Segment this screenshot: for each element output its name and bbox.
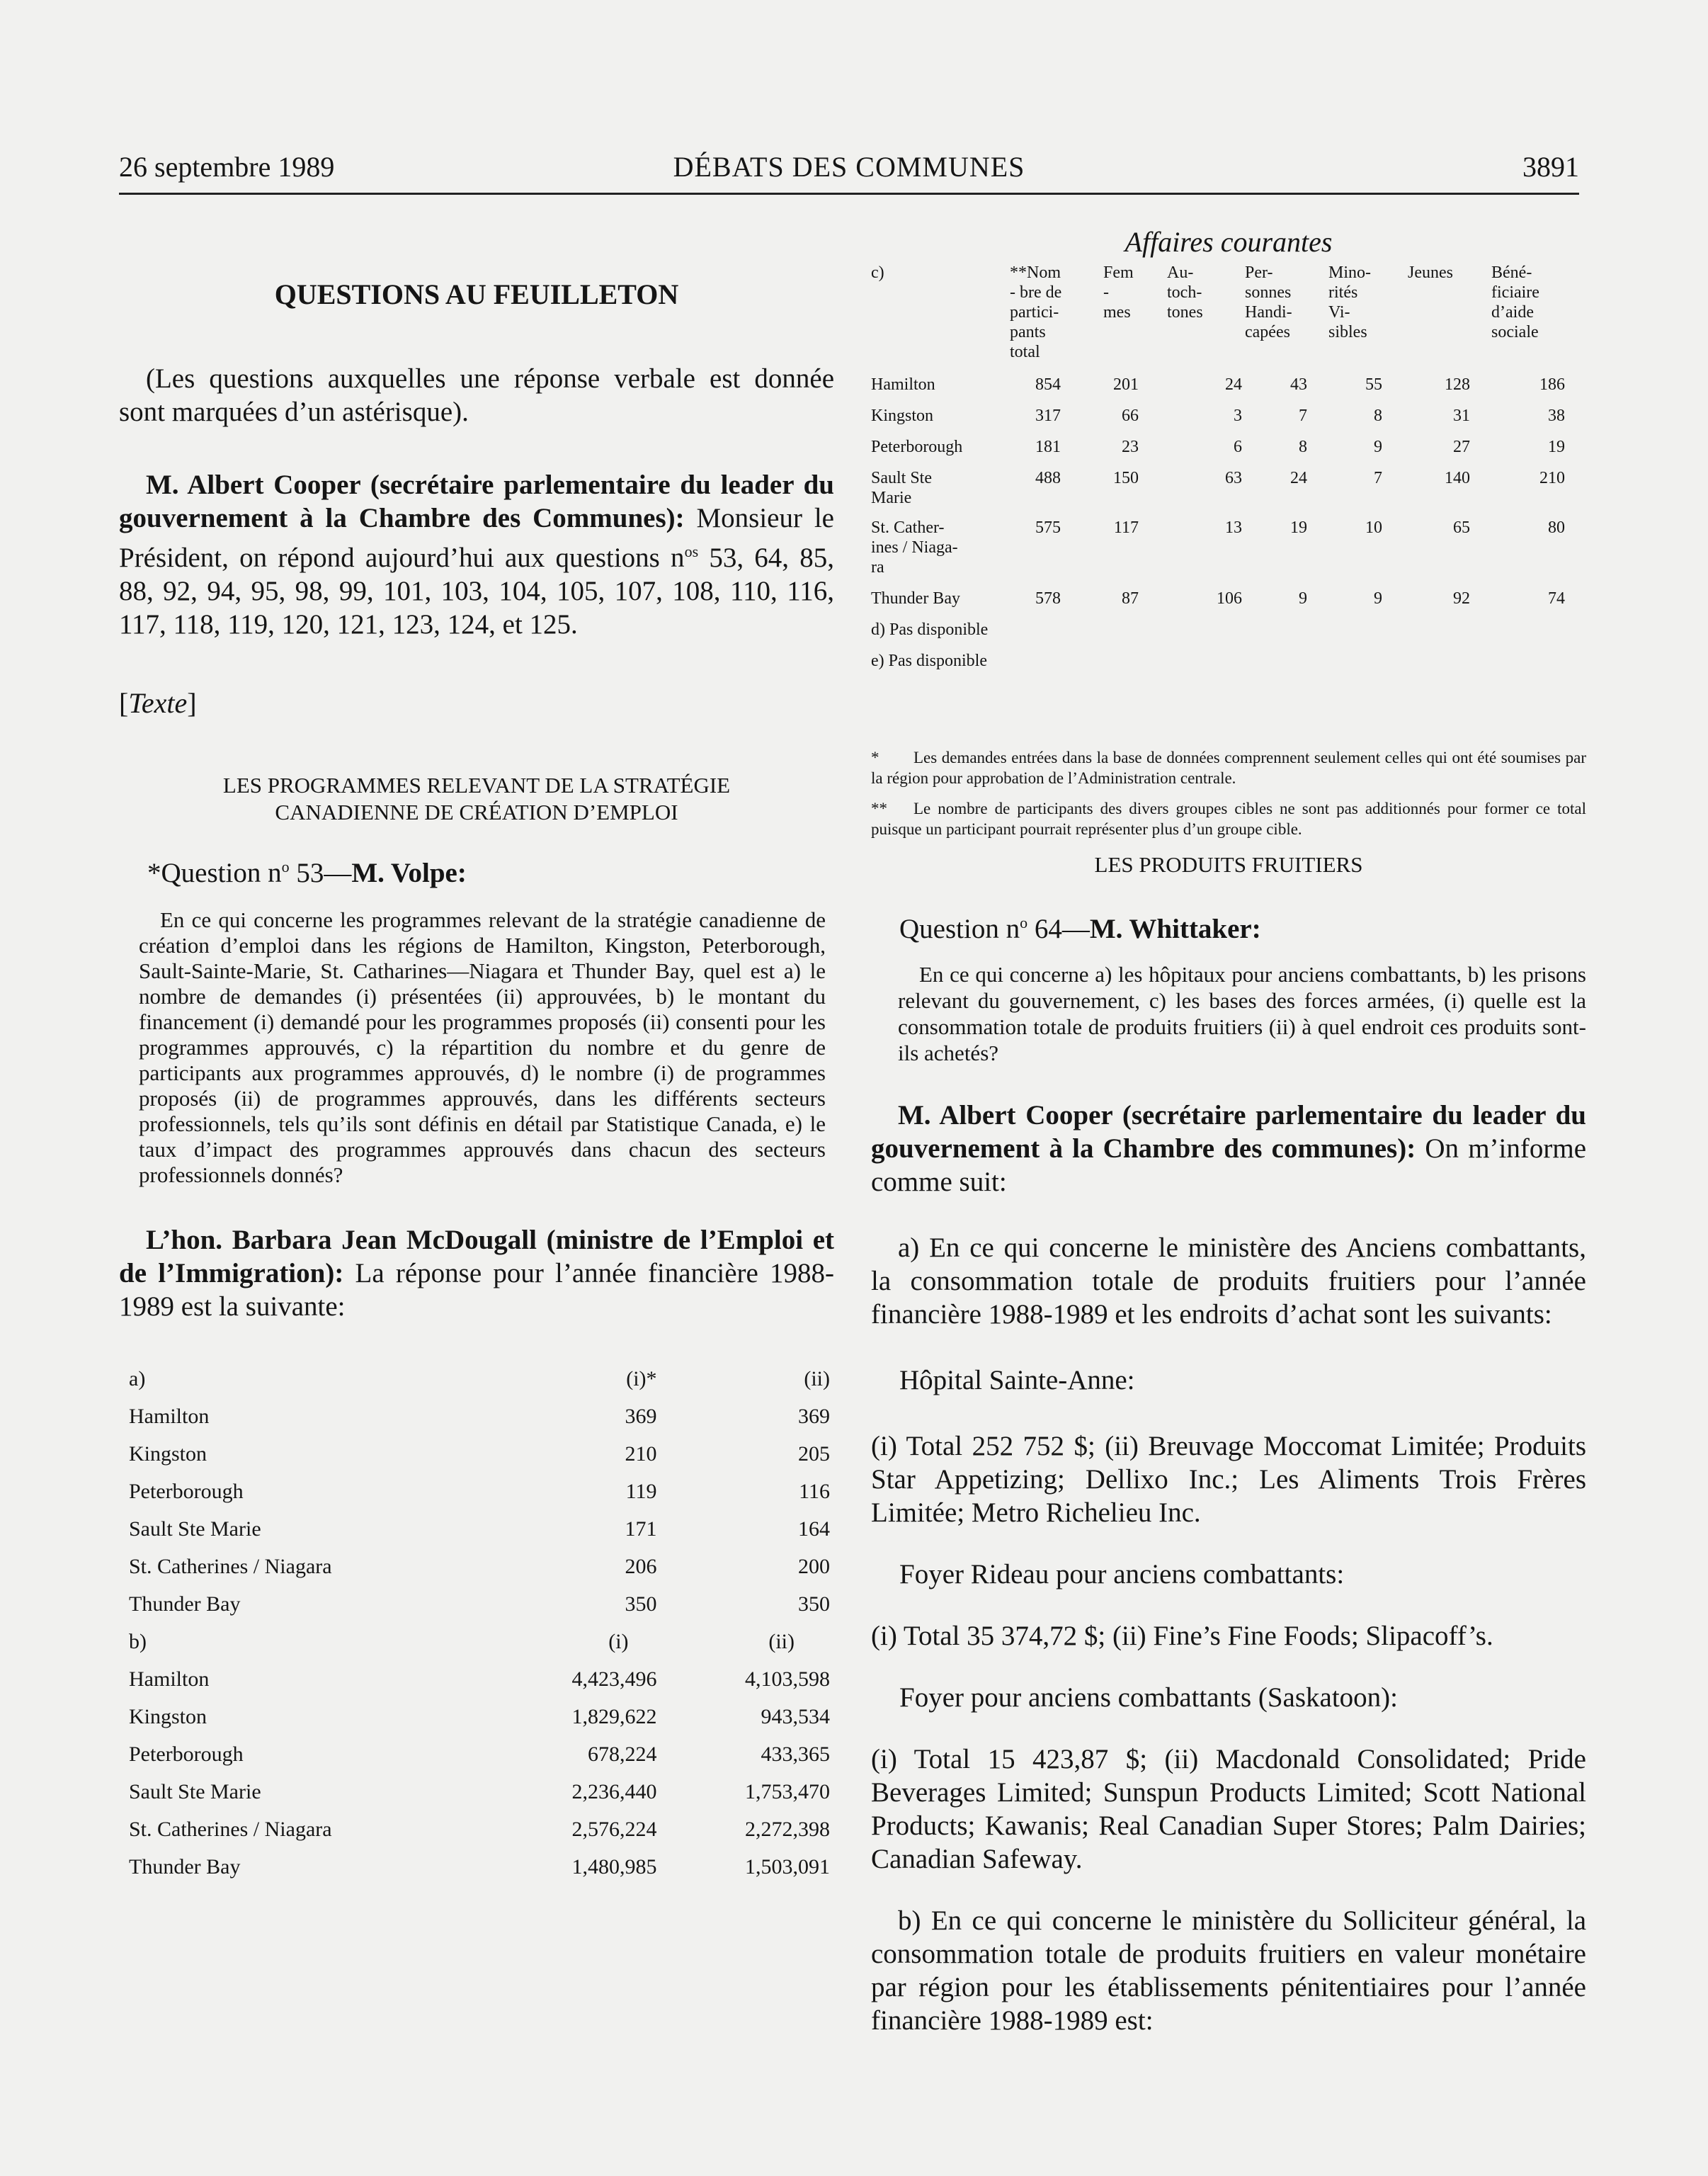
row-region: Thunder Bay [129, 1854, 241, 1878]
question-64-text: En ce qui concerne a) les hôpitaux pour anciens combattants, b) les prisons relevant du gouvernement, c) les bases des forces armées, (i) quelle est la consommation totale de produits fruitiers (ii) à quel endroit ces produits sont-ils achetés? [898, 962, 1586, 1065]
table-row [129, 1810, 830, 1848]
cooper-answer-text: On m’informe comme suit: [871, 1133, 1587, 1197]
q53-head-sup: o [281, 858, 290, 876]
row-region: Hamilton [129, 1667, 210, 1691]
foyer-saskatoon-detail: (i) Total 15 423,87 $; (ii) Macdonald Consolidated; Pride Beverages Limited; Sunspun Products Limited; Scott National Products; Kawanis; Real Canadian Super Stores; Palm Dairies; Canadian Safeway. [871, 1744, 1586, 1874]
cell: 74 [1548, 589, 1565, 608]
table-row [871, 468, 1586, 518]
col-header: Mino- rités Vi- sibles [1328, 264, 1371, 341]
section-heading: QUESTIONS AU FEUILLETON [274, 278, 679, 310]
programs-title-1: LES PROGRAMMES RELEVANT DE LA STRATÉGIE [222, 773, 731, 798]
cell: 7 [1374, 469, 1382, 487]
cooper-answer [871, 1099, 1586, 1198]
table-row [871, 406, 1586, 437]
cell: 117 [1113, 518, 1139, 537]
footnote-1-mark: * [871, 749, 879, 766]
table-row [871, 518, 1586, 589]
affaires-courantes-caption: Affaires courantes [1125, 226, 1333, 258]
table-row [871, 589, 1586, 620]
cell: 575 [1035, 518, 1061, 537]
cell: 38 [1548, 407, 1565, 425]
row-ii: 164 [798, 1517, 830, 1541]
speaker-text-b: 53, 64, 85, 88, 92, 94, 95, 98, 99, 101, 103, 104, 105, 107, 108, 110, 116, 117, 118, 119, 120, 121, 123, 124, et 125. [119, 543, 835, 640]
hopital-detail: (i) Total 252 752 $; (ii) Breuvage Moccomat Limitée; Produits Star Appetizing; Dellixo Inc.; Les Aliments Trois Frères Limitée; Metro Richelieu Inc. [871, 1431, 1586, 1528]
table-b-col-ii: (ii) [768, 1629, 795, 1653]
q64-head-sup: o [1020, 914, 1028, 931]
table-row [129, 1473, 830, 1510]
table-row [129, 1660, 830, 1698]
speaker2-text: La réponse pour l’année financière 1988-1989 est la suivante: [119, 1258, 835, 1322]
table-row [129, 1585, 830, 1623]
table-c-header [871, 263, 1586, 362]
q64-head-name: M. Whittaker: [1089, 914, 1261, 944]
row-region: Peterborough [871, 438, 963, 456]
header-date: 26 septembre 1989 [119, 151, 335, 183]
table-c-e: e) Pas disponible [871, 652, 987, 670]
speaker-sup: os [684, 543, 699, 560]
q53-head-a: *Question n [147, 858, 282, 888]
row-ii: 116 [799, 1479, 830, 1503]
cell: 854 [1035, 375, 1061, 394]
page-header [119, 150, 1579, 195]
row-region: Peterborough [129, 1479, 244, 1503]
cell: 63 [1225, 469, 1242, 487]
speaker2-name: L’hon. Barbara Jean McDougall (ministre de l’Emploi et de l’Immigration): [119, 1225, 834, 1288]
fruit-products-heading: LES PRODUITS FRUITIERS [1094, 852, 1363, 877]
foyer-saskatoon-heading: Foyer pour anciens combattants (Saskatoon): [899, 1682, 1398, 1713]
foyer-rideau-detail: (i) Total 35 374,72 $; (ii) Fine’s Fine Foods; Slipacoff’s. [871, 1621, 1493, 1651]
row-i: 1,480,985 [571, 1854, 657, 1878]
speaker-text-a: Monsieur le Président, on répond aujourd’hui aux questions n [119, 503, 834, 573]
table-row [129, 1398, 830, 1435]
cell: 19 [1548, 438, 1565, 456]
table-a-body [129, 1398, 830, 1623]
table-row [129, 1698, 830, 1735]
texte-label-inner: Texte [128, 687, 188, 719]
cell: 201 [1113, 375, 1139, 394]
table-b-label: b) [129, 1629, 147, 1653]
row-region: Kingston [129, 1704, 207, 1728]
cell: 65 [1453, 518, 1470, 537]
cell: 8 [1374, 407, 1382, 425]
col-header: Fem - mes [1103, 264, 1134, 322]
table-a-label: a) [129, 1366, 146, 1390]
cell: 10 [1365, 518, 1382, 537]
cell: 578 [1035, 589, 1061, 608]
row-region: St. Cather- ines / Niaga- ra [871, 518, 958, 577]
cell: 186 [1539, 375, 1565, 394]
cell: 9 [1299, 589, 1307, 608]
row-region: Sault Ste Marie [129, 1517, 261, 1541]
cell: 55 [1365, 375, 1382, 394]
table-c-d-row [871, 620, 1586, 651]
row-region: Thunder Bay [871, 589, 960, 608]
table-row [129, 1773, 830, 1810]
cell: 92 [1453, 589, 1470, 608]
cell: 3 [1234, 407, 1242, 425]
header-title: DÉBATS DES COMMUNES [673, 151, 1025, 183]
table-c [871, 263, 1586, 682]
paragraph-b: b) En ce qui concerne le ministère du Solliciteur général, la consommation totale de produits fruitiers en valeur monétaire par région pour les établissements pénitentiaires pour l’année financière 1988-1989 est: [871, 1905, 1586, 2036]
row-i: 369 [625, 1404, 657, 1428]
row-region: Sault Ste Marie [871, 469, 933, 507]
cell: 23 [1122, 438, 1139, 456]
col-header: Au- toch- tones [1167, 264, 1203, 322]
cell: 9 [1374, 438, 1382, 456]
q64-head-b: 64— [1027, 914, 1090, 944]
cell: 7 [1299, 407, 1307, 425]
hopital-heading: Hôpital Sainte-Anne: [899, 1365, 1135, 1395]
table-b-col-i: (i) [608, 1629, 629, 1653]
cell: 210 [1539, 469, 1565, 487]
row-i: 2,236,440 [571, 1779, 657, 1803]
footnote-2-mark: ** [871, 800, 887, 817]
row-i: 1,829,622 [571, 1704, 657, 1728]
row-ii: 2,272,398 [745, 1817, 830, 1841]
texte-label: [Texte] [119, 687, 197, 719]
table-row [129, 1510, 830, 1548]
right-column [871, 225, 1586, 2037]
row-i: 350 [625, 1592, 657, 1616]
row-ii: 1,503,091 [745, 1854, 830, 1878]
cell: 8 [1299, 438, 1307, 456]
footnote-2-text: Le nombre de participants des divers groupes cibles ne sont pas additionnés pour former ce total puisque un participant pourrait représenter plus d’un groupe cible. [871, 800, 1586, 838]
table-b-body [129, 1660, 830, 1886]
row-i: 171 [625, 1517, 657, 1541]
cell: 181 [1035, 438, 1061, 456]
row-region: Kingston [129, 1441, 207, 1466]
row-region: Hamilton [871, 375, 935, 394]
q53-head-name: M. Volpe: [351, 858, 467, 888]
cooper-statement [119, 468, 834, 641]
cell: 150 [1113, 469, 1139, 487]
row-region: St. Catherines / Niagara [129, 1554, 332, 1578]
question-53-heading [119, 857, 834, 889]
row-ii: 433,365 [761, 1742, 830, 1766]
row-region: Peterborough [129, 1742, 244, 1766]
cell: 80 [1548, 518, 1565, 537]
cell: 87 [1122, 589, 1139, 608]
cell: 317 [1035, 407, 1061, 425]
row-i: 206 [625, 1554, 657, 1578]
cell: 66 [1122, 407, 1139, 425]
row-i: 4,423,496 [571, 1667, 657, 1691]
row-region: St. Catherines / Niagara [129, 1817, 332, 1841]
paragraph-a: a) En ce qui concerne le ministère des Anciens combattants, la consommation totale de produits fruitiers pour l’année financière 1988-1989 et les endroits d’achat sont les suivants: [871, 1232, 1586, 1330]
table-a-col-i: (i)* [626, 1366, 657, 1390]
intro-paragraph: (Les questions auxquelles une réponse verbale est donnée sont marquées d’un astérisque). [119, 363, 834, 427]
row-ii: 1,753,470 [745, 1779, 830, 1803]
table-row [129, 1848, 830, 1886]
table-b [129, 1623, 830, 1886]
table-a-col-ii: (ii) [804, 1366, 830, 1390]
cell: 31 [1453, 407, 1470, 425]
table-row [129, 1435, 830, 1473]
question-53-text: En ce qui concerne les programmes relevant de la stratégie canadienne de création d’emploi dans les régions de Hamilton, Kingston, Peterborough, Sault-Sainte-Marie, St. Catharines—Niagara et Thunder Bay, quel est a) le nombre de demandes (i) présentées (ii) approuvées, b) le montant du financement (i) demandé pour les programmes proposés (ii) consenti pour les programmes approuvés, c) la répartition du nombre et du genre de participants aux programmes approuvés, d) le nombre (i) de programmes proposés (ii) de programmes approuvés, dans les différents secteurs professionnels, tels qu’ils sont définis en détail par Statistique Canada, e) le taux d’impact des programmes approuvés dans chacun des secteurs professionnels donnés? [139, 907, 826, 1187]
footnote-1-text: Les demandes entrées dans la base de données comprennent seulement celles qui ont été soumises par la région pour approbation de l’Administration centrale. [871, 749, 1586, 787]
row-region: Kingston [871, 407, 934, 425]
col-header: Per- sonnes Handi- capées [1245, 264, 1292, 341]
cell: 13 [1225, 518, 1242, 537]
table-a-header [129, 1360, 830, 1398]
row-i: 119 [625, 1479, 657, 1503]
cell: 19 [1290, 518, 1307, 537]
table-c-label: c) [871, 264, 884, 282]
table-row [871, 375, 1586, 406]
cell: 24 [1290, 469, 1307, 487]
question-64-heading [871, 906, 1586, 946]
table-row [129, 1548, 830, 1585]
row-ii: 200 [798, 1554, 830, 1578]
cell: 27 [1453, 438, 1470, 456]
cooper-answer-speaker: M. Albert Cooper (secrétaire parlementaire du leader du gouvernement à la Chambre des communes): [871, 1100, 1586, 1164]
q53-head-b: 53— [289, 858, 352, 888]
cell: 488 [1035, 469, 1061, 487]
row-ii: 943,534 [761, 1704, 830, 1728]
table-a [129, 1360, 830, 1623]
speaker-name: M. Albert Cooper (secrétaire parlementaire du leader du gouvernement à la Chambre des Communes): [119, 470, 834, 533]
row-region: Sault Ste Marie [129, 1779, 261, 1803]
table-row [129, 1735, 830, 1773]
q64-head-a: Question n [899, 914, 1020, 944]
row-ii: 205 [798, 1441, 830, 1466]
cell: 6 [1234, 438, 1242, 456]
col-header: Jeunes [1408, 264, 1453, 282]
cell: 43 [1290, 375, 1307, 394]
row-ii: 369 [798, 1404, 830, 1428]
table-row [871, 437, 1586, 468]
left-column [119, 269, 834, 1886]
cell: 24 [1225, 375, 1242, 394]
col-header: Béné- ficiaire d’aide sociale [1491, 264, 1539, 341]
cell: 140 [1445, 469, 1470, 487]
col-header: **Nom - bre de partici- pants total [1010, 264, 1062, 361]
row-i: 210 [625, 1441, 657, 1466]
foyer-rideau-heading: Foyer Rideau pour anciens combattants: [899, 1559, 1345, 1590]
table-c-e-row [871, 651, 1586, 682]
table-b-header [129, 1623, 830, 1660]
footnote-2 [871, 798, 1586, 839]
row-region: Thunder Bay [129, 1592, 241, 1616]
cell: 128 [1445, 375, 1470, 394]
footnote-1 [871, 747, 1586, 788]
programs-title-2: CANADIENNE DE CRÉATION D’EMPLOI [275, 800, 678, 824]
row-ii: 350 [798, 1592, 830, 1616]
row-i: 678,224 [588, 1742, 657, 1766]
cell: 106 [1217, 589, 1242, 608]
cell: 9 [1374, 589, 1382, 608]
table-c-d: d) Pas disponible [871, 620, 989, 639]
row-i: 2,576,224 [571, 1817, 657, 1841]
row-region: Hamilton [129, 1404, 210, 1428]
row-ii: 4,103,598 [745, 1667, 830, 1691]
header-page-number: 3891 [1522, 151, 1579, 183]
mcdougall-statement [119, 1223, 834, 1323]
